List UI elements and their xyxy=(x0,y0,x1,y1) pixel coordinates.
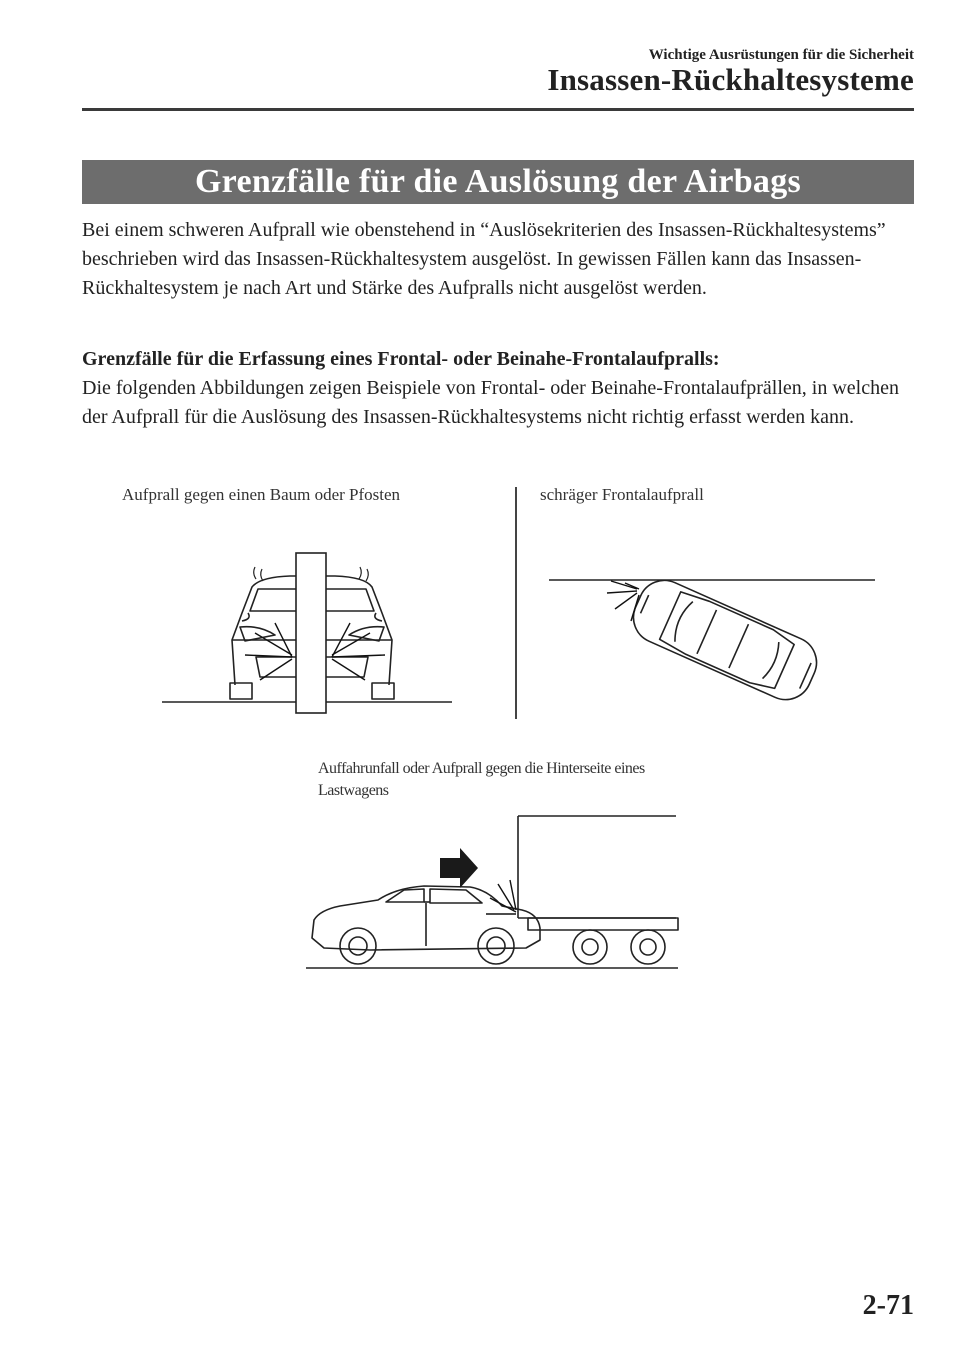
page-number: 2-71 xyxy=(862,1290,914,1321)
pole-impact-illustration xyxy=(160,545,460,715)
caption-pole-impact: Aufprall gegen einen Baum oder Pfosten xyxy=(122,485,401,504)
intro-paragraph: Bei einem schweren Aufprall wie obenstehend in “Auslösekriterien des Insassen-Rückhaltesystems” beschrieben wird das Insassen-Rückhaltesystem ausgelöst. In gewissen Fällen kann das Insassen-Rückhaltesystem je nach Art und Stärke des Aufpralls nicht ausgelöst werden. xyxy=(82,219,886,299)
header-title: Insassen-Rückhaltesysteme xyxy=(547,62,914,97)
figure-divider xyxy=(515,487,517,719)
subheading-text: Die folgenden Abbildungen zeigen Beispiele von Frontal- oder Beinahe-Frontalaufprällen, in welchen der Aufprall für die Auslösung des Insassen-Rückhaltesystems nicht richtig erfasst werden kann. xyxy=(82,377,899,428)
subheading: Grenzfälle für die Erfassung eines Frontal- oder Beinahe-Frontalaufpralls: xyxy=(82,348,720,370)
caption-truck-impact: Auffahrunfall oder Aufprall gegen die Hinterseite eines Lastwagens xyxy=(318,760,645,799)
truck-impact-illustration xyxy=(300,810,685,975)
header-section-label: Wichtige Ausrüstungen für die Sicherheit xyxy=(648,47,914,63)
header-rule xyxy=(82,108,914,111)
section-banner: Grenzfälle für die Auslösung der Airbags xyxy=(82,160,914,204)
caption-oblique-impact: schräger Frontalaufprall xyxy=(540,485,704,504)
oblique-impact-illustration xyxy=(545,565,880,715)
